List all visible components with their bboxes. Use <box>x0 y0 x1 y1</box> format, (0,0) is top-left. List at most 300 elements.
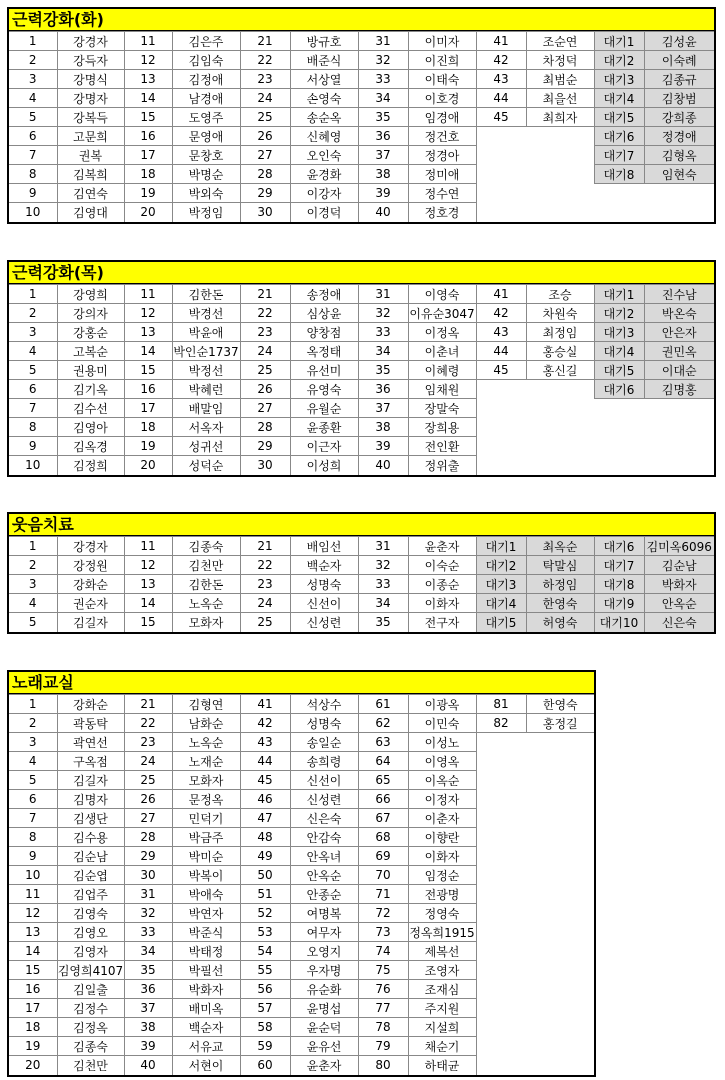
name-cell: 이정옥 <box>408 323 476 342</box>
empty-cell <box>476 771 526 790</box>
number-cell: 12 <box>9 904 57 923</box>
number-cell: 15 <box>124 361 172 380</box>
number-cell: 9 <box>9 184 57 203</box>
name-cell: 김은주 <box>172 32 240 51</box>
table-row <box>9 342 714 361</box>
number-cell: 82 <box>476 714 526 733</box>
name-cell: 정호경 <box>408 203 476 222</box>
empty-cell <box>476 904 526 923</box>
number-cell: 2 <box>9 714 57 733</box>
name-cell: 이화자 <box>408 594 476 613</box>
number-cell: 10 <box>9 866 57 885</box>
number-cell: 53 <box>240 923 290 942</box>
roster-table <box>9 31 714 222</box>
name-cell: 정옥희1915 <box>408 923 476 942</box>
table-row <box>9 866 594 885</box>
empty-cell <box>594 203 644 222</box>
number-cell: 27 <box>124 809 172 828</box>
number-cell: 15 <box>9 961 57 980</box>
table-row <box>9 456 714 475</box>
number-cell: 4 <box>9 342 57 361</box>
number-cell: 55 <box>240 961 290 980</box>
waitlist-cell: 정경애 <box>644 127 714 146</box>
empty-cell <box>526 1056 594 1075</box>
number-cell: 18 <box>9 1018 57 1037</box>
name-cell: 박연자 <box>172 904 240 923</box>
number-cell: 28 <box>240 418 290 437</box>
name-cell: 전인환 <box>408 437 476 456</box>
number-cell: 28 <box>124 828 172 847</box>
number-cell: 24 <box>240 89 290 108</box>
name-cell: 백순자 <box>290 556 358 575</box>
number-cell: 24 <box>124 752 172 771</box>
name-cell: 남화순 <box>172 714 240 733</box>
name-cell: 곽연선 <box>57 733 124 752</box>
section-title: 근력강화(화) <box>9 9 714 31</box>
number-cell: 27 <box>240 399 290 418</box>
number-cell: 6 <box>9 380 57 399</box>
number-cell: 33 <box>358 70 408 89</box>
empty-cell <box>644 418 714 437</box>
number-cell: 47 <box>240 809 290 828</box>
number-cell: 2 <box>9 51 57 70</box>
number-cell: 65 <box>358 771 408 790</box>
waitlist-cell: 대기4 <box>594 89 644 108</box>
name-cell: 김수용 <box>57 828 124 847</box>
number-cell: 31 <box>358 285 408 304</box>
name-cell: 박정임 <box>172 203 240 222</box>
empty-cell <box>526 1037 594 1056</box>
number-cell: 5 <box>9 108 57 127</box>
empty-cell <box>594 399 644 418</box>
number-cell: 64 <box>358 752 408 771</box>
number-cell: 41 <box>476 32 526 51</box>
table-row <box>9 437 714 456</box>
number-cell: 70 <box>358 866 408 885</box>
number-cell: 6 <box>9 790 57 809</box>
number-cell: 71 <box>358 885 408 904</box>
name-cell: 김종숙 <box>172 537 240 556</box>
number-cell: 3 <box>9 575 57 594</box>
number-cell: 23 <box>240 70 290 89</box>
empty-cell <box>476 980 526 999</box>
number-cell: 39 <box>358 437 408 456</box>
name-cell: 장말숙 <box>408 399 476 418</box>
name-cell: 노재순 <box>172 752 240 771</box>
waitlist-cell: 대기4 <box>476 594 526 613</box>
name-cell: 박외숙 <box>172 184 240 203</box>
name-cell: 이옥순 <box>408 771 476 790</box>
waitlist-cell: 대기9 <box>594 594 644 613</box>
number-cell: 21 <box>240 32 290 51</box>
waitlist-cell: 김성윤 <box>644 32 714 51</box>
empty-cell <box>476 961 526 980</box>
waitlist-cell: 대기4 <box>594 342 644 361</box>
table-row <box>9 980 594 999</box>
table-row <box>9 127 714 146</box>
name-cell: 이근자 <box>290 437 358 456</box>
name-cell: 송일순 <box>290 733 358 752</box>
empty-cell <box>594 184 644 203</box>
name-cell: 홍신길 <box>526 361 594 380</box>
number-cell: 40 <box>124 1056 172 1075</box>
number-cell: 28 <box>240 165 290 184</box>
empty-cell <box>476 165 526 184</box>
name-cell: 한영숙 <box>526 695 594 714</box>
empty-cell <box>526 146 594 165</box>
table-row <box>9 733 594 752</box>
number-cell: 10 <box>9 203 57 222</box>
name-cell: 노옥순 <box>172 733 240 752</box>
name-cell: 김천만 <box>172 556 240 575</box>
table-row <box>9 847 594 866</box>
name-cell: 문영애 <box>172 127 240 146</box>
number-cell: 38 <box>358 418 408 437</box>
name-cell: 박미순 <box>172 847 240 866</box>
empty-cell <box>526 165 594 184</box>
empty-cell <box>526 733 594 752</box>
number-cell: 39 <box>124 1037 172 1056</box>
table-row <box>9 575 714 594</box>
name-cell: 최을선 <box>526 89 594 108</box>
number-cell: 25 <box>240 613 290 632</box>
empty-cell <box>476 1037 526 1056</box>
name-cell: 유선미 <box>290 361 358 380</box>
name-cell: 이혜령 <box>408 361 476 380</box>
empty-cell <box>594 418 644 437</box>
empty-cell <box>526 904 594 923</box>
name-cell: 최희자 <box>526 108 594 127</box>
name-cell: 정미애 <box>408 165 476 184</box>
number-cell: 11 <box>124 32 172 51</box>
empty-cell <box>476 184 526 203</box>
number-cell: 27 <box>240 146 290 165</box>
name-cell: 정위출 <box>408 456 476 475</box>
empty-cell <box>476 866 526 885</box>
name-cell: 박태정 <box>172 942 240 961</box>
name-cell: 강경자 <box>57 32 124 51</box>
empty-cell <box>526 437 594 456</box>
empty-cell <box>526 999 594 1018</box>
number-cell: 7 <box>9 146 57 165</box>
empty-cell <box>476 999 526 1018</box>
number-cell: 26 <box>240 127 290 146</box>
name-cell: 유영숙 <box>290 380 358 399</box>
number-cell: 20 <box>124 203 172 222</box>
name-cell: 손영숙 <box>290 89 358 108</box>
name-cell: 강경자 <box>57 537 124 556</box>
waitlist-cell: 하정임 <box>526 575 594 594</box>
table-row <box>9 146 714 165</box>
number-cell: 45 <box>240 771 290 790</box>
number-cell: 32 <box>124 904 172 923</box>
table-row <box>9 790 594 809</box>
name-cell: 이광옥 <box>408 695 476 714</box>
name-cell: 강의자 <box>57 304 124 323</box>
section-strength-thu <box>7 260 716 477</box>
table-row <box>9 714 594 733</box>
table-row <box>9 999 594 1018</box>
name-cell: 곽동탁 <box>57 714 124 733</box>
name-cell: 이숙순 <box>408 556 476 575</box>
name-cell: 김옥경 <box>57 437 124 456</box>
number-cell: 8 <box>9 418 57 437</box>
number-cell: 59 <box>240 1037 290 1056</box>
waitlist-cell: 강희종 <box>644 108 714 127</box>
number-cell: 13 <box>124 70 172 89</box>
number-cell: 77 <box>358 999 408 1018</box>
empty-cell <box>526 790 594 809</box>
number-cell: 81 <box>476 695 526 714</box>
number-cell: 14 <box>124 342 172 361</box>
waitlist-cell: 박온숙 <box>644 304 714 323</box>
empty-cell <box>476 752 526 771</box>
empty-cell <box>476 828 526 847</box>
name-cell: 오영지 <box>290 942 358 961</box>
number-cell: 37 <box>358 146 408 165</box>
number-cell: 14 <box>124 594 172 613</box>
number-cell: 31 <box>358 32 408 51</box>
number-cell: 11 <box>9 885 57 904</box>
name-cell: 강영희 <box>57 285 124 304</box>
waitlist-cell: 대기8 <box>594 165 644 184</box>
name-cell: 심상윤 <box>290 304 358 323</box>
empty-cell <box>526 380 594 399</box>
roster-table <box>9 536 714 632</box>
number-cell: 21 <box>240 285 290 304</box>
waitlist-cell: 대기3 <box>594 70 644 89</box>
name-cell: 강홍순 <box>57 323 124 342</box>
name-cell: 이영숙 <box>408 285 476 304</box>
name-cell: 모화자 <box>172 771 240 790</box>
empty-cell <box>526 1018 594 1037</box>
name-cell: 김종숙 <box>57 1037 124 1056</box>
name-cell: 이호경 <box>408 89 476 108</box>
name-cell: 송정애 <box>290 285 358 304</box>
number-cell: 24 <box>240 342 290 361</box>
number-cell: 13 <box>124 323 172 342</box>
name-cell: 김정희 <box>57 456 124 475</box>
name-cell: 김영숙 <box>57 904 124 923</box>
number-cell: 25 <box>240 361 290 380</box>
number-cell: 23 <box>240 323 290 342</box>
name-cell: 김천만 <box>57 1056 124 1075</box>
number-cell: 68 <box>358 828 408 847</box>
name-cell: 박복이 <box>172 866 240 885</box>
waitlist-cell: 김명홍 <box>644 380 714 399</box>
number-cell: 18 <box>124 165 172 184</box>
number-cell: 31 <box>358 537 408 556</box>
name-cell: 권복 <box>57 146 124 165</box>
name-cell: 윤순덕 <box>290 1018 358 1037</box>
name-cell: 정수연 <box>408 184 476 203</box>
name-cell: 배말임 <box>172 399 240 418</box>
name-cell: 노옥순 <box>172 594 240 613</box>
empty-cell <box>476 418 526 437</box>
name-cell: 신혜영 <box>290 127 358 146</box>
name-cell: 조순연 <box>526 32 594 51</box>
name-cell: 조재심 <box>408 980 476 999</box>
empty-cell <box>476 790 526 809</box>
section-strength-tue <box>7 7 716 224</box>
table-row <box>9 184 714 203</box>
name-cell: 유월순 <box>290 399 358 418</box>
table-row <box>9 771 594 790</box>
waitlist-cell: 최옥순 <box>526 537 594 556</box>
empty-cell <box>594 437 644 456</box>
waitlist-cell: 대기5 <box>476 613 526 632</box>
name-cell: 지설희 <box>408 1018 476 1037</box>
empty-cell <box>644 456 714 475</box>
empty-cell <box>526 847 594 866</box>
number-cell: 42 <box>476 304 526 323</box>
name-cell: 이진희 <box>408 51 476 70</box>
name-cell: 박금주 <box>172 828 240 847</box>
number-cell: 74 <box>358 942 408 961</box>
name-cell: 옥정태 <box>290 342 358 361</box>
name-cell: 정경아 <box>408 146 476 165</box>
waitlist-cell: 대기1 <box>594 32 644 51</box>
name-cell: 조영자 <box>408 961 476 980</box>
roster-table <box>9 284 714 475</box>
table-row <box>9 556 714 575</box>
name-cell: 강화순 <box>57 695 124 714</box>
table-row <box>9 70 714 89</box>
number-cell: 35 <box>358 361 408 380</box>
name-cell: 백순자 <box>172 1018 240 1037</box>
waitlist-cell: 대기3 <box>476 575 526 594</box>
number-cell: 25 <box>240 108 290 127</box>
number-cell: 58 <box>240 1018 290 1037</box>
number-cell: 45 <box>476 108 526 127</box>
name-cell: 박혜런 <box>172 380 240 399</box>
empty-cell <box>476 399 526 418</box>
number-cell: 20 <box>9 1056 57 1075</box>
number-cell: 7 <box>9 399 57 418</box>
name-cell: 신성련 <box>290 790 358 809</box>
number-cell: 50 <box>240 866 290 885</box>
number-cell: 45 <box>476 361 526 380</box>
table-row <box>9 613 714 632</box>
name-cell: 김업주 <box>57 885 124 904</box>
table-row <box>9 165 714 184</box>
name-cell: 김한돈 <box>172 285 240 304</box>
number-cell: 44 <box>476 342 526 361</box>
name-cell: 차원숙 <box>526 304 594 323</box>
name-cell: 배미옥 <box>172 999 240 1018</box>
empty-cell <box>526 809 594 828</box>
name-cell: 고복순 <box>57 342 124 361</box>
name-cell: 이성노 <box>408 733 476 752</box>
number-cell: 19 <box>124 184 172 203</box>
number-cell: 67 <box>358 809 408 828</box>
name-cell: 김형연 <box>172 695 240 714</box>
name-cell: 김정옥 <box>57 1018 124 1037</box>
name-cell: 양창점 <box>290 323 358 342</box>
number-cell: 20 <box>124 456 172 475</box>
number-cell: 60 <box>240 1056 290 1075</box>
name-cell: 민덕기 <box>172 809 240 828</box>
name-cell: 서유교 <box>172 1037 240 1056</box>
waitlist-cell: 안은자 <box>644 323 714 342</box>
number-cell: 54 <box>240 942 290 961</box>
number-cell: 33 <box>358 575 408 594</box>
number-cell: 48 <box>240 828 290 847</box>
name-cell: 신은숙 <box>290 809 358 828</box>
name-cell: 이강자 <box>290 184 358 203</box>
number-cell: 16 <box>124 380 172 399</box>
name-cell: 이민숙 <box>408 714 476 733</box>
waitlist-cell: 김형옥 <box>644 146 714 165</box>
name-cell: 박경선 <box>172 304 240 323</box>
section-title: 노래교실 <box>9 672 594 694</box>
name-cell: 신선이 <box>290 771 358 790</box>
name-cell: 홍승실 <box>526 342 594 361</box>
name-cell: 이미자 <box>408 32 476 51</box>
waitlist-cell: 대기7 <box>594 556 644 575</box>
name-cell: 김수선 <box>57 399 124 418</box>
name-cell: 신성련 <box>290 613 358 632</box>
table-row <box>9 1037 594 1056</box>
number-cell: 22 <box>240 556 290 575</box>
number-cell: 80 <box>358 1056 408 1075</box>
waitlist-cell: 한영숙 <box>526 594 594 613</box>
name-cell: 최정임 <box>526 323 594 342</box>
number-cell: 4 <box>9 594 57 613</box>
table-row <box>9 904 594 923</box>
name-cell: 조승 <box>526 285 594 304</box>
number-cell: 2 <box>9 304 57 323</box>
number-cell: 21 <box>240 537 290 556</box>
name-cell: 서현이 <box>172 1056 240 1075</box>
number-cell: 34 <box>358 342 408 361</box>
table-row <box>9 537 714 556</box>
waitlist-cell: 탁말심 <box>526 556 594 575</box>
name-cell: 이향란 <box>408 828 476 847</box>
name-cell: 박애숙 <box>172 885 240 904</box>
number-cell: 52 <box>240 904 290 923</box>
name-cell: 이태숙 <box>408 70 476 89</box>
empty-cell <box>526 127 594 146</box>
name-cell: 정영숙 <box>408 904 476 923</box>
number-cell: 11 <box>124 285 172 304</box>
name-cell: 서옥자 <box>172 418 240 437</box>
number-cell: 3 <box>9 733 57 752</box>
number-cell: 49 <box>240 847 290 866</box>
waitlist-cell: 대기2 <box>476 556 526 575</box>
name-cell: 김영자 <box>57 942 124 961</box>
number-cell: 13 <box>124 575 172 594</box>
empty-cell <box>476 923 526 942</box>
number-cell: 38 <box>124 1018 172 1037</box>
section-singing-class <box>7 670 596 1077</box>
number-cell: 42 <box>476 51 526 70</box>
table-row <box>9 923 594 942</box>
waitlist-cell: 대기5 <box>594 108 644 127</box>
name-cell: 모화자 <box>172 613 240 632</box>
name-cell: 배준식 <box>290 51 358 70</box>
number-cell: 1 <box>9 32 57 51</box>
number-cell: 36 <box>124 980 172 999</box>
name-cell: 이화자 <box>408 847 476 866</box>
number-cell: 12 <box>124 556 172 575</box>
name-cell: 안종순 <box>290 885 358 904</box>
empty-cell <box>476 1056 526 1075</box>
name-cell: 유순화 <box>290 980 358 999</box>
name-cell: 강화순 <box>57 575 124 594</box>
name-cell: 김기옥 <box>57 380 124 399</box>
empty-cell <box>526 961 594 980</box>
